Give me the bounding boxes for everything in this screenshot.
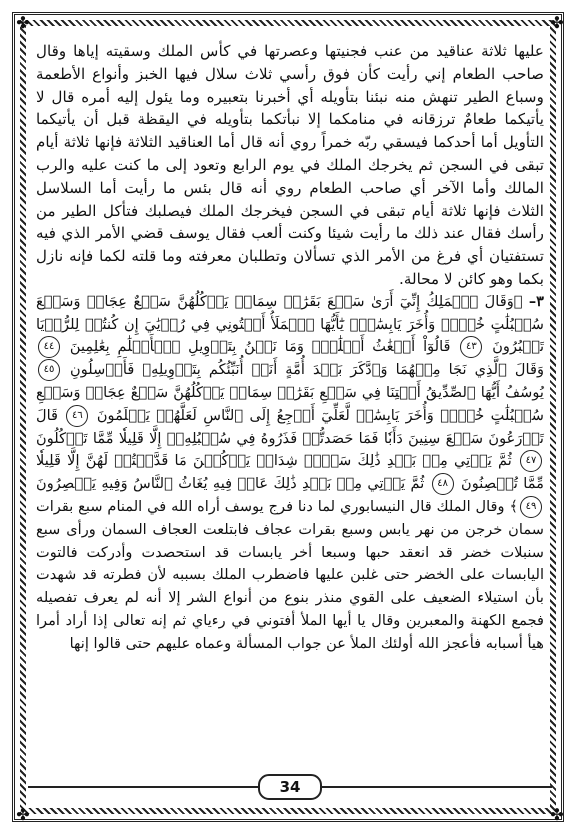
ornament-icon: ✤: [550, 805, 564, 824]
quran-verse-text: ﴿وَقَالَ ٱلۡمَلِكُ إِنِّيٓ أَرَىٰ سَبۡعَ بَقَرَٰتٖ سِمَانٖ يَأۡكُلُهُنَّ سَبۡعٌ عِجَافٞ وَسَبۡعَ سُنۢبُلَٰتٍ خُضۡرٖ وَأُخَرَ يَابِسَٰتٖۖ يَٰٓأَيُّهَا ٱلۡمَلَأُ أَفۡتُونِي فِي رُءۡيَٰيَ إِن كُنتُمۡ لِلرُّءۡيَا تَعۡبُرُونَ: [36, 292, 545, 356]
quran-verse-text: قَالُوٓاْ أَضۡغَٰثُ أَحۡلَٰمٖۖ وَمَا نَحۡنُ بِتَأۡوِيلِ ٱلۡأَحۡلَٰمِ بِعَٰلِمِينَ: [69, 338, 451, 356]
ayah-number-marker: ٤٩: [520, 496, 542, 518]
quran-verse-text: وَقَالَ ٱلَّذِي نَجَا مِنۡهُمَا وَٱدَّكَرَ بَعۡدَ أُمَّةٍ أَنَا۠ أُنَبِّئُكُم بِتَأۡوِيلِهِۦ فَأَرۡسِلُونِ: [70, 361, 544, 379]
quran-verse-text: قَالَ تَزۡرَعُونَ سَبۡعَ سِنِينَ دَأَبٗا فَمَا حَصَدتُّمۡ فَذَرُوهُ فِي سُنۢبُلِهِۦٓ إِلَّا قَلِيلٗا مِّمَّا تَأۡكُلُونَ: [36, 406, 544, 447]
ornament-icon: ✤: [16, 805, 30, 824]
quran-passage: [36, 291, 544, 656]
ayah-number-marker: ٤٨: [432, 473, 454, 495]
ayah-number-marker: ٤٣: [460, 336, 482, 358]
quran-close-bracket: ﴾: [509, 497, 519, 515]
quran-verse-text: يُوسُفُ أَيُّهَا ٱلصِّدِّيقُ أَفۡتِنَا فِي سَبۡعِ بَقَرَٰتٖ سِمَانٖ يَأۡكُلُهُنَّ سَبۡعٌ عِجَافٞ وَسَبۡعِ سُنۢبُلَٰتٍ خُضۡرٖ وَأُخَرَ يَابِسَٰتٖ لَّعَلِّيٓ أَرۡجِعُ إِلَى ٱلنَّاسِ لَعَلَّهُمۡ يَعۡلَمُونَ: [36, 383, 544, 424]
ayah-number-marker: ٤٦: [66, 405, 88, 427]
body-paragraph-2: وقال الملك قال النيسابوري لما دنا فرج يوسف أراه الله في المنام سبع بقرات سمان خرجن من نهر يابس وسبع بقرات عجاف فابتلعت العجاف السمان ورأى سبع سنبلات خضر قد انعقد حبها وسبعا أخر يابسات قد استحصدت وأدركت فالتوت اليابسات على الخضر حتى غلبن عليها فاضطرب الملك بسببه لأن فطرته قد شهدت بأن استيلاء الضعيف على القوي منذر بنوع من أنواع الشر إلا أنه لم يعرف تفصيله فجمع الكهنة والمعبرين وقال يا أيها الملأ أفتوني في رءياي ثم إنه تعالى إذا أراد أمرا هيأ أسبابه فأعجز الله أولئك الملأ عن جواب المسألة وعماه عليهم حتى قالوا إنها: [36, 497, 544, 652]
ayah-number-marker: ٤٥: [38, 359, 60, 381]
page-number: 34: [258, 774, 322, 800]
ornament-icon: ✤: [16, 13, 30, 32]
ornament-icon: ✤: [550, 13, 564, 32]
section-number: ٣–: [528, 292, 544, 310]
ayah-number-marker: ٤٧: [520, 450, 542, 472]
ayah-number-marker: ٤٤: [38, 336, 60, 358]
page-footer: [28, 776, 552, 798]
body-paragraph-1: عليها ثلاثة عناقيد من عنب فجنيتها وعصرتها في كأس الملك وسقيته إياها وقال صاحب الطعام إني رأيت كأن فوق رأسي ثلاث سلال فيها الخبز وأنواع الأطعمة وسباع الطير تنهش منه نبئنا بتأويله أي أخبرنا بتعبيره وما يئول إليه أمره قال لا يأتيكما طعامٌ ترزقانه في منامكما إلا نبأتكما بتأويله في اليقظة قبل أن يأتيكما التأويل أما أحدكما فيسقي ربّه خمراً روي أنه قال أما العناقيد الثلاثة فإنها ثلاثة أيام تبقى في السجن ثم يخرجك الملك في يوم الرابع وتعود إلى ما كنت عليه والرب المالك وأما الآخر أي صاحب الطعام روي أنه قال بئس ما رأيت أما السلاسل الثلاث فإنها ثلاثة أيام تبقى في السجن فيخرجك الملك فيصلبك فتأكل الطير من رأسك فقال عند ذلك ما رأيت شيئا وكنت ألعب فقال يوسف قضي الأمر الذي فيه تستفتيان أي فرغ من الأمر الذي تسألان وتطلبان معرفته وما قلته لكما فإنه نازل بكما وهو كائن لا محالة.: [36, 42, 544, 288]
page-content: [36, 40, 544, 774]
quran-verse-text: ثُمَّ يَأۡتِي مِنۢ بَعۡدِ ذَٰلِكَ سَبۡعٞ شِدَادٞ يَأۡكُلۡنَ مَا قَدَّمۡتُمۡ لَهُنَّ إِلَّا قَلِيلٗا مِّمَّا تُحۡصِنُونَ: [36, 452, 544, 493]
quran-verse-text: ثُمَّ يَأۡتِي مِنۢ بَعۡدِ ذَٰلِكَ عَامٞ فِيهِ يُغَاثُ ٱلنَّاسُ وَفِيهِ يَعۡصِرُونَ: [36, 475, 425, 493]
